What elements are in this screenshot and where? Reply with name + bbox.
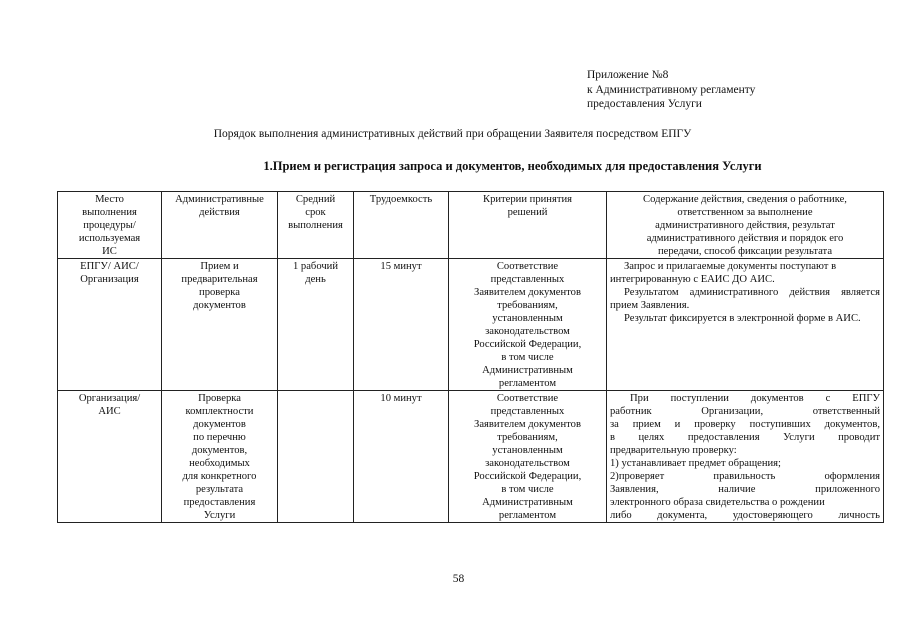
content-line: 2)проверяет правильность оформления (610, 471, 880, 482)
table-header-row (58, 192, 884, 259)
cell-place: ЕПГУ/ АИС/ Организация (58, 259, 162, 391)
header-criteria: Критерии принятия решений (449, 192, 607, 259)
table-row (58, 391, 884, 523)
content-line: При поступлении документов с ЕПГУ (630, 393, 880, 404)
page-number: 58 (452, 573, 465, 585)
appendix-line: предоставления Услуги (587, 98, 702, 110)
content-paragraph: Запрос и прилагаемые документы поступают в интегрированную с ЕАИС ДО АИС. (610, 261, 837, 285)
content-line: за прием и проверку поступивших документов, (610, 419, 880, 430)
content-line: Заявления, наличие приложенного (610, 484, 880, 495)
cell-term (278, 391, 354, 523)
cell-actions: Проверка комплектности документов по перечню документов, необходимых для конкретного результата предоставления Услуги (162, 391, 278, 523)
procedure-table (57, 191, 884, 523)
content-line: либо документа, удостоверяющего личность (610, 510, 880, 521)
content-line: электронного образа свидетельства о рождении (610, 497, 825, 508)
content-line: работник Организации, ответственный (610, 406, 880, 417)
cell-term: 1 рабочий день (278, 259, 354, 391)
cell-criteria: Соответствие представленных Заявителем документов требованиям, установленным законодательством Российской Федерации, в том числе Административным регламентом (449, 259, 607, 391)
section-title: 1.Прием и регистрация запроса и документов, необходимых для предоставления Услуги (263, 159, 762, 173)
document-subtitle: Порядок выполнения административных действий при обращении Заявителя посредством ЕПГУ (213, 128, 692, 140)
cell-content (607, 259, 884, 391)
content-paragraph: Результат фиксируется в электронной форме в АИС. (624, 313, 861, 324)
header-term: Средний срок выполнения (278, 192, 354, 259)
content-line: в целях предоставления Услуги проводит (610, 432, 880, 443)
cell-content (607, 391, 884, 523)
content-paragraph: Результатом административного действия является прием Заявления. (610, 287, 880, 311)
header-place: Место выполнения процедуры/ используемая ИС (58, 192, 162, 259)
cell-effort: 10 минут (354, 391, 449, 523)
cell-actions: Прием и предварительная проверка документов (162, 259, 278, 391)
appendix-line: Приложение №8 (587, 69, 669, 81)
cell-criteria: Соответствие представленных Заявителем документов требованиям, установленным законодательством Российской Федерации, в том числе Административным регламентом (449, 391, 607, 523)
content-line: 1) устанавливает предмет обращения; (610, 458, 781, 469)
cell-place: Организация/ АИС (58, 391, 162, 523)
content-line: предварительную проверку: (610, 445, 737, 456)
appendix-line: к Административному регламенту (587, 83, 756, 96)
header-content: Содержание действия, сведения о работнике, ответственном за выполнение административного действия, результат административного действия и порядок его передачи, способ фиксации результата (607, 192, 884, 259)
cell-effort: 15 минут (354, 259, 449, 391)
header-actions: Административные действия (162, 192, 278, 259)
table-row (58, 259, 884, 391)
appendix-heading (587, 68, 755, 112)
header-effort: Трудоемкость (354, 192, 449, 259)
